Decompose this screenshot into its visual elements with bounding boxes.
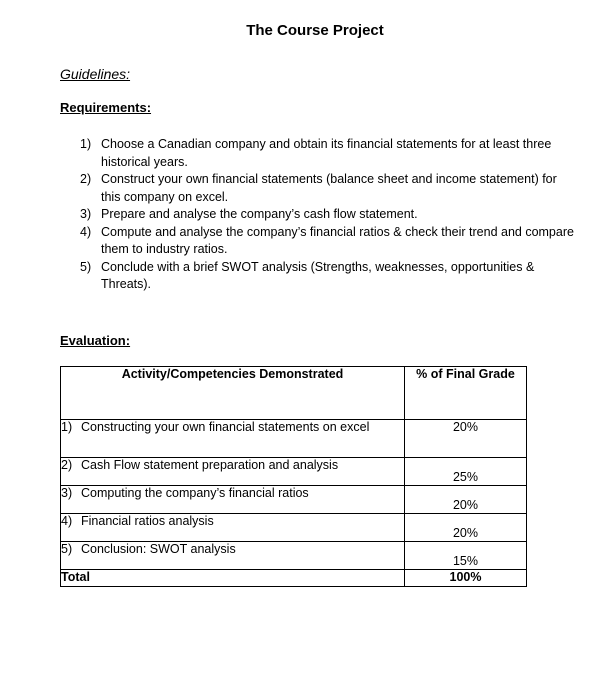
table-header-row (61, 367, 527, 420)
grade-cell: 15% (405, 542, 527, 570)
requirement-item (80, 206, 575, 224)
table-row (61, 420, 527, 458)
requirement-text: Conclude with a brief SWOT analysis (Strengths, weaknesses, opportunities & Threats). (101, 259, 535, 291)
activity-text: Cash Flow statement preparation and analysis (81, 458, 339, 472)
page-title: The Course Project (246, 22, 384, 39)
total-grade: 100% (405, 570, 527, 587)
activity-cell (61, 542, 405, 570)
table-row (61, 542, 527, 570)
requirements-list (80, 136, 575, 294)
evaluation-heading: Evaluation: (60, 333, 131, 348)
activity-text: Computing the company’s financial ratios (81, 486, 309, 500)
total-row (61, 570, 527, 587)
activity-number: 3) (61, 486, 73, 500)
activity-cell (61, 514, 405, 542)
requirement-item (80, 224, 575, 259)
activity-text: Financial ratios analysis (81, 514, 214, 528)
activity-text: Constructing your own financial statements on excel (81, 420, 370, 434)
requirement-number: 1) (80, 137, 92, 151)
requirement-text: Compute and analyse the company’s financial ratios & check their trend and compare them to industry ratios. (101, 224, 574, 256)
requirement-text: Choose a Canadian company and obtain its financial statements for at least three historical years. (101, 137, 552, 169)
activity-number: 1) (61, 420, 73, 434)
activity-cell (61, 420, 405, 458)
guidelines-label: Guidelines: (60, 66, 131, 82)
requirements-heading: Requirements: (60, 100, 152, 115)
activity-cell (61, 486, 405, 514)
activity-number: 2) (61, 458, 73, 472)
table-row (61, 486, 527, 514)
total-label: Total (61, 570, 405, 587)
requirement-number: 4) (80, 224, 92, 239)
evaluation-table (60, 366, 527, 587)
table-row (61, 458, 527, 486)
grade-cell: 20% (405, 514, 527, 542)
grade-cell: 20% (405, 486, 527, 514)
grade-column-header: % of Final Grade (405, 367, 527, 420)
activity-cell (61, 458, 405, 486)
requirement-item (80, 259, 575, 294)
requirement-text: Prepare and analyse the company’s cash flow statement. (101, 207, 418, 221)
requirement-number: 2) (80, 172, 92, 186)
requirement-item (80, 171, 575, 206)
grade-cell: 25% (405, 458, 527, 486)
activity-column-header: Activity/Competencies Demonstrated (61, 367, 405, 420)
requirement-number: 5) (80, 259, 92, 274)
requirement-number: 3) (80, 207, 92, 221)
activity-text: Conclusion: SWOT analysis (81, 542, 236, 556)
requirement-text: Construct your own financial statements (balance sheet and income statement) for this company on excel. (101, 172, 557, 204)
table-row (61, 514, 527, 542)
grade-cell: 20% (405, 420, 527, 458)
requirement-item (80, 136, 575, 171)
activity-number: 5) (61, 542, 73, 556)
activity-number: 4) (61, 514, 73, 528)
